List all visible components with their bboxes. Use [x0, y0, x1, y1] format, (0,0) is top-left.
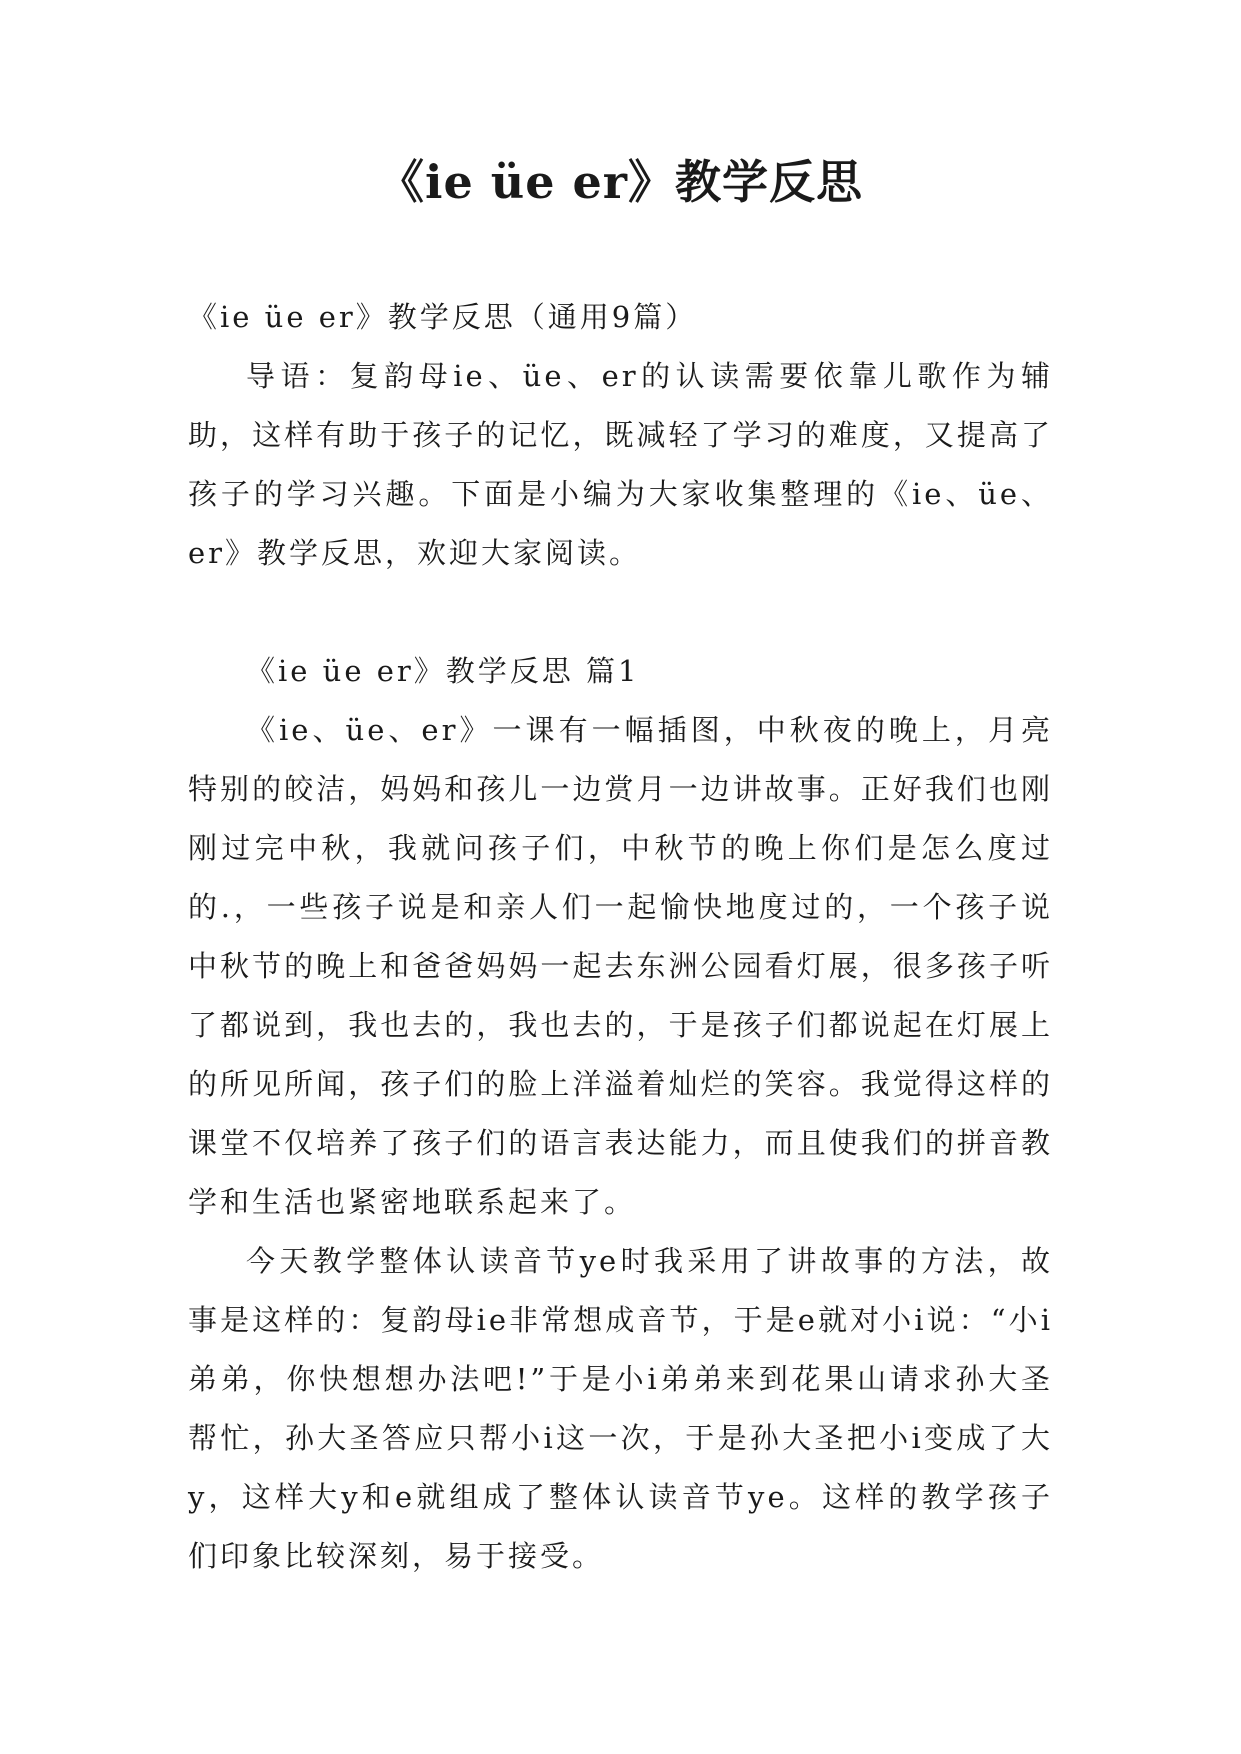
document-body: [188, 288, 1053, 1586]
document-subtitle: 《ie üe er》教学反思（通用9篇）: [188, 300, 698, 334]
intro-paragraph: 导语：复韵母ie、üe、er的认读需要依靠儿歌作为辅助，这样有助于孩子的记忆，既减轻了学习的难度，又提高了孩子的学习兴趣。下面是小编为大家收集整理的《ie、üe、er》教学反思，欢迎大家阅读。: [188, 359, 1053, 570]
body-paragraph-2: 今天教学整体认读音节ye时我采用了讲故事的方法，故事是这样的：复韵母ie非常想成音节，于是e就对小i说：“小i弟弟，你快想想办法吧!”于是小i弟弟来到花果山请求孙大圣帮忙，孙大圣答应只帮小i这一次，于是孙大圣把小i变成了大y，这样大y和e就组成了整体认读音节ye。这样的教学孩子们印象比较深刻，易于接受。: [188, 1244, 1053, 1573]
body-paragraph-1: 《ie、üe、er》一课有一幅插图，中秋夜的晚上，月亮特别的皎洁，妈妈和孩儿一边赏月一边讲故事。正好我们也刚刚过完中秋，我就问孩子们，中秋节的晚上你们是怎么度过的.，一些孩子说是和亲人们一起愉快地度过的，一个孩子说中秋节的晚上和爸爸妈妈一起去东洲公园看灯展，很多孩子听了都说到，我也去的，我也去的，于是孩子们都说起在灯展上的所见所闻，孩子们的脸上洋溢着灿烂的笑容。我觉得这样的课堂不仅培养了孩子们的语言表达能力，而且使我们的拼音教学和生活也紧密地联系起来了。: [188, 713, 1053, 1219]
document-title: 《ie üe er》教学反思: [378, 155, 863, 209]
section-heading: 《ie üe er》教学反思 篇1: [246, 654, 640, 688]
